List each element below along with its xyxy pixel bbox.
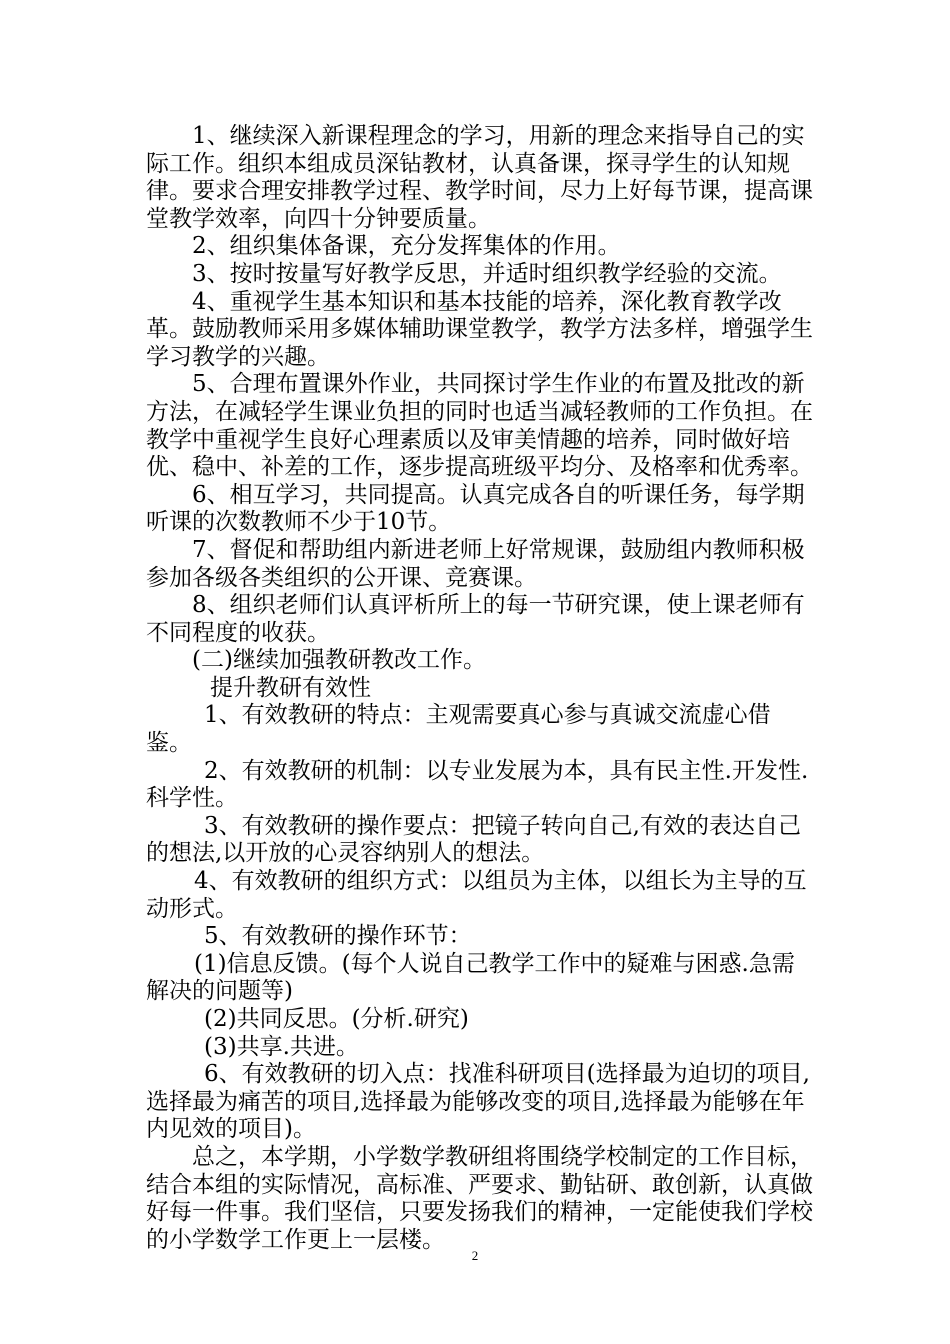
paragraph-2: 2、组织集体备课，充分发挥集体的作用。 (192, 233, 621, 260)
paragraph-4: 4、重视学生基本知识和基本技能的培养，深化教育教学改革。鼓励教师采用多媒体辅助课堂教学，教学方法多样，增强学生学习教学的兴趣。 (146, 288, 813, 370)
conclusion-paragraph: 总之，本学期，小学数学教研组将围绕学校制定的工作目标，结合本组的实际情况，高标准、严要求、勤钻研、敢创新，认真做好每一件事。我们坚信，只要发扬我们的精神，一定能使我们学校的小学数学工作更上一层楼。 (146, 1143, 813, 1253)
paragraph-5: 5、合理布置课外作业，共同探讨学生作业的布置及批改的新方法，在减轻学生课业负担的同时也适当减轻教师的工作负担。在教学中重视学生良好心理素质以及审美情趣的培养，同时做好培优、稳中、补差的工作，逐步提高班级平均分、及格率和优秀率。 (146, 371, 813, 481)
page-number: 2 (471, 1248, 479, 1263)
paragraph-3: 3、按时按量写好教学反思，并适时组织教学经验的交流。 (192, 260, 782, 287)
effective-item-1: 1、有效教研的特点：主观需要真心参与真诚交流虚心借鉴。 (146, 702, 771, 757)
subheading: 提升教研有效性 (210, 674, 371, 701)
effective-item-6: 6、有效教研的切入点：找准科研项目(选择最为迫切的项目,选择最为痛苦的项目,选择最为能够改变的项目,选择最为能够在年内见效的项目)。 (146, 1061, 810, 1143)
document-body (146, 123, 816, 1254)
step-1: (1)信息反馈。(每个人说自己教学工作中的疑难与困惑.急需解决的问题等) (146, 950, 795, 1005)
step-3: (3)共享.共进。 (204, 1033, 359, 1060)
effective-item-2: 2、有效教研的机制：以专业发展为本，具有民主性.开发性.科学性。 (146, 757, 809, 812)
effective-item-5: 5、有效教研的操作环节： (204, 923, 472, 950)
section-heading: (二)继续加强教研教改工作。 (192, 647, 486, 674)
paragraph-7: 7、督促和帮助组内新进老师上好常规课，鼓励组内教师积极参加各级各类组织的公开课、竞赛课。 (146, 536, 805, 591)
step-2: (2)共同反思。(分析.研究) (204, 1006, 469, 1032)
paragraph-1: 1、继续深入新课程理念的学习，用新的理念来指导自己的实际工作。组织本组成员深钻教材，认真备课，探寻学生的认知规律。要求合理安排教学过程、教学时间，尽力上好每节课，提高课堂教学效率，向四十分钟要质量。 (146, 123, 813, 232)
effective-item-3: 3、有效教研的操作要点：把镜子转向自己,有效的表达自己的想法,以开放的心灵容纳别人的想法。 (146, 812, 801, 867)
paragraph-8: 8、组织老师们认真评析所上的每一节研究课，使上课老师有不同程度的收获。 (146, 592, 805, 646)
paragraph-6: 6、相互学习，共同提高。认真完成各自的听课任务，每学期听课的次数教师不少于10节。 (146, 481, 805, 536)
effective-item-4: 4、有效教研的组织方式：以组员为主体，以组长为主导的互动形式。 (146, 868, 807, 922)
